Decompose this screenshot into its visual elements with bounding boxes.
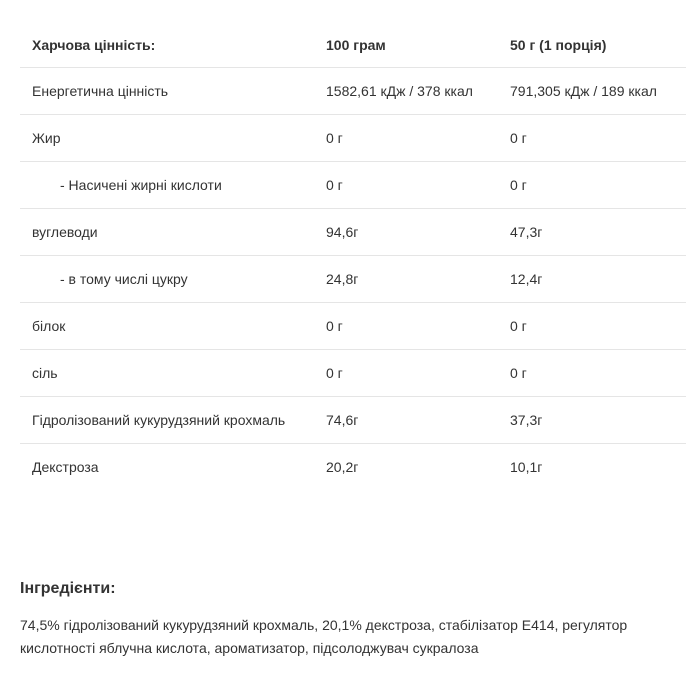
row-name: - Насичені жирні кислоти [20,162,314,209]
row-per-serving: 0 г [498,303,686,350]
table-row [20,303,686,350]
table-row [20,256,686,303]
ingredients-text: 74,5% гідролізований кукурудзяний крохмаль, 20,1% декстроза, стабілізатор Е414, регулятор кислотності яблучна кислота, ароматизатор, підсолоджувач сукралоза [20,617,628,656]
row-per-100g: 1582,61 кДж / 378 ккал [314,68,498,115]
row-name: Гідролізований кукурудзяний крохмаль [20,397,314,444]
row-name: Декстроза [32,459,99,475]
table-row [20,444,686,491]
row-name: вуглеводи [20,209,314,256]
row-per-100g: 24,8г [314,256,498,303]
row-per-serving: 10,1г [510,459,543,475]
row-per-100g: 0 г [314,303,498,350]
row-per-serving: 12,4г [498,256,686,303]
row-per-serving: 47,3г [498,209,686,256]
table-row [20,209,686,256]
header-per-100g: 100 грам [314,20,498,68]
table-row [20,115,686,162]
row-per-100g: 74,6г [314,397,498,444]
header-nutrition: Харчова цінність: [20,20,314,68]
row-per-serving: 0 г [498,115,686,162]
table-row [20,162,686,209]
row-per-100g: 94,6г [314,209,498,256]
table-row [20,68,686,115]
row-per-serving: 0 г [498,162,686,209]
table-header-row [20,20,686,68]
nutrition-table [20,20,686,490]
row-name: білок [20,303,314,350]
header-per-serving: 50 г (1 порція) [498,20,686,68]
row-per-100g: 20,2г [326,459,359,475]
row-name: Енергетична цінність [20,68,314,115]
row-per-serving: 791,305 кДж / 189 ккал [498,68,686,115]
row-name: Жир [20,115,314,162]
row-per-serving: 0 г [498,350,686,397]
table-row [20,397,686,444]
row-per-100g: 0 г [314,162,498,209]
row-per-100g: 0 г [314,350,498,397]
row-name: - в тому числі цукру [20,256,314,303]
row-per-serving: 37,3г [498,397,686,444]
row-name: сіль [20,350,314,397]
row-per-100g: 0 г [314,115,498,162]
ingredients-title: Інгредієнти: [20,580,116,597]
table-row [20,350,686,397]
